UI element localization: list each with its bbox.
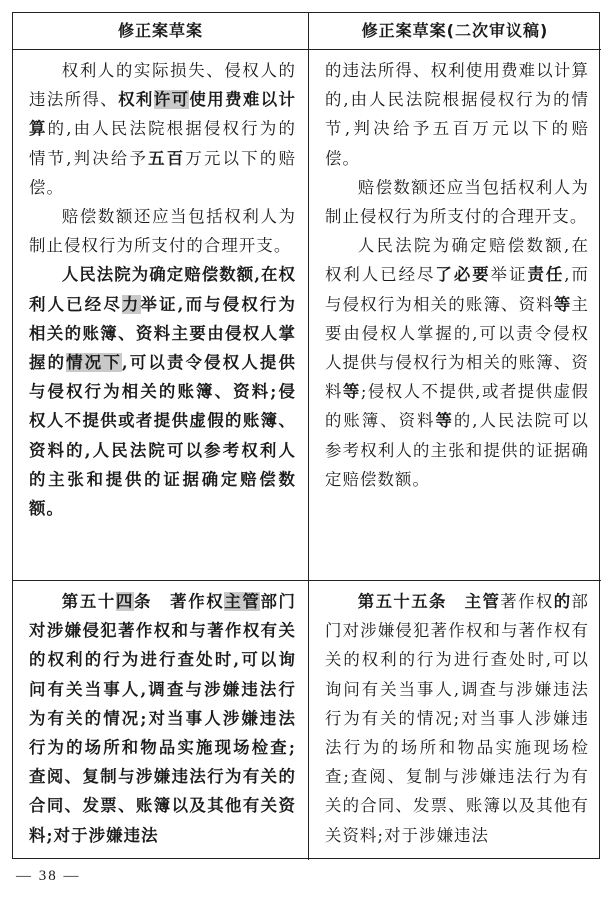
right-bottom-cell xyxy=(309,581,601,860)
right-mid-paragraph-3: 人民法院为确定赔偿数额,在权利人已经尽了必要举证责任,而与侵权行为相关的账簿、资料等主要由侵权人掌握的,可以责令侵权人提供与侵权行为相关的账簿、资料等;侵权人不提供,或者提供虚假的账簿、资料等的,人民法院可以参考权利人的主张和提供的证据确定赔偿数额。 xyxy=(325,236,589,489)
comparison-table xyxy=(12,12,600,859)
article-number: 第五十四条 xyxy=(61,592,153,611)
left-mid-cell xyxy=(13,50,309,581)
left-mid-paragraph-3: 人民法院为确定赔偿数额,在权利人已经尽力举证,而与侵权行为相关的账簿、资料主要由侵权人掌握的情况下,可以责令侵权人提供与侵权行为相关的账簿、资料;侵权人不提供或者提供虚假的账簿、资料的,人民法院可以参考权利人的主张和提供的证据确定赔偿数额。 xyxy=(29,265,296,519)
right-article-55: 第五十五条 主管著作权的部门对涉嫌侵犯著作权和与著作权有关的权利的行为进行查处时,可以询问有关当事人,调查与涉嫌违法行为有关的情况;对当事人涉嫌违法行为的场所和物品实施现场检查;查阅、复制与涉嫌违法行为有关的合同、发票、账簿以及其他有关资料;对于涉嫌违法 xyxy=(325,592,589,845)
right-mid-paragraph-2: 赔偿数额还应当包括权利人为制止侵权行为所支付的合理开支。 xyxy=(325,177,589,227)
left-bottom-cell xyxy=(13,581,309,860)
article-number: 第五十五条 xyxy=(357,592,447,611)
header-left: 修正案草案 xyxy=(13,13,309,50)
right-mid-paragraph-1: 的违法所得、权利使用费难以计算的,由人民法院根据侵权行为的情节,判决给予五百万元以下的赔偿。 xyxy=(325,61,589,168)
left-article-54: 第五十四条 著作权主管部门对涉嫌侵犯著作权和与著作权有关的权利的行为进行查处时,可以询问有关当事人,调查与涉嫌违法行为有关的情况;对当事人涉嫌违法行为的场所和物品实施现场检查;查阅、复制与涉嫌违法行为有关的合同、发票、账簿以及其他有关资料;对于涉嫌违法 xyxy=(29,592,296,845)
header-right: 修正案草案(二次审议稿) xyxy=(309,13,601,50)
page-number: — 38 — xyxy=(16,868,81,884)
left-mid-paragraph-1: 权利人的实际损失、侵权人的违法所得、权利许可使用费难以计算的,由人民法院根据侵权行为的情节,判决给予五百万元以下的赔偿。 xyxy=(29,61,297,197)
left-mid-paragraph-2: 赔偿数额还应当包括权利人为制止侵权行为所支付的合理开支。 xyxy=(29,207,296,256)
right-mid-cell xyxy=(309,50,601,581)
